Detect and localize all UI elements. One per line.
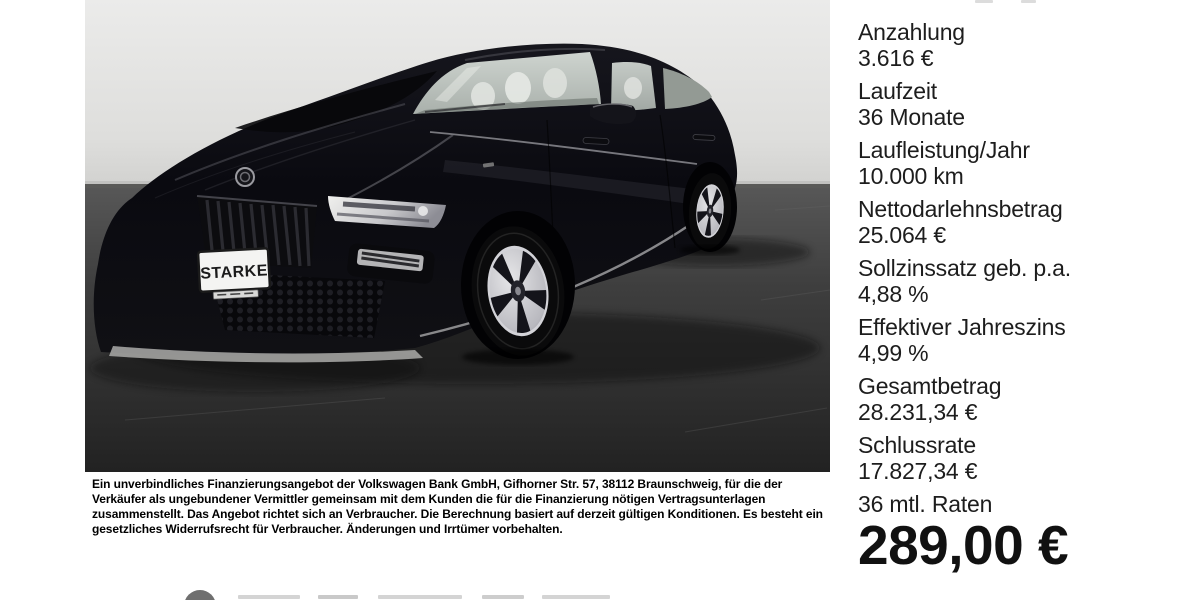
finance-item xyxy=(858,137,1196,189)
footer-logo-cut xyxy=(180,588,640,600)
finance-item xyxy=(858,373,1196,425)
finance-item-label: Schlussrate xyxy=(858,432,976,458)
finance-panel xyxy=(858,19,1196,576)
finance-item-label: Gesamtbetrag xyxy=(858,373,1002,399)
finance-item-value: 3.616 € xyxy=(858,45,934,71)
dealer-logo-icon xyxy=(184,590,216,600)
finance-item xyxy=(858,78,1196,130)
legal-disclaimer: Ein unverbindliches Finanzierungsangebot der Volkswagen Bank GmbH, Gifhorner Str. 57, 38112 Braunschweig, für die der Verkäufer als ungebundener Vermittler gemeinsam mit dem Kunden die für die Finanzierung nötigen Vertragsunterlagen zusammenstellt. Das Angebot richtet sich an Verbraucher. Die Berechnung basiert auf derzeit gültigen Konditionen. Es besteht ein gesetzliches Widerrufsrecht für Verbraucher. Änderungen und Irrtümer vorbehalten. xyxy=(92,477,823,536)
finance-item-value: 36 Monate xyxy=(858,104,965,130)
finance-item-label: Anzahlung xyxy=(858,19,965,45)
monthly-rate-value: 289,00 € xyxy=(858,514,1069,576)
finance-item xyxy=(858,196,1196,248)
finance-item-label: Laufleistung/Jahr xyxy=(858,137,1030,163)
finance-item-value: 28.231,34 € xyxy=(858,399,978,425)
finance-item-label: Effektiver Jahreszins xyxy=(858,314,1066,340)
finance-item xyxy=(858,19,1196,71)
finance-item-value: 4,99 % xyxy=(858,340,929,366)
car-photo-illustration xyxy=(85,0,830,472)
finance-item-label: Sollzinssatz geb. p.a. xyxy=(858,255,1071,281)
finance-item-label: Laufzeit xyxy=(858,78,937,104)
finance-item-value: 10.000 km xyxy=(858,163,964,189)
finance-item xyxy=(858,314,1196,366)
license-plate-text: STARKE xyxy=(199,262,269,283)
finance-item-value: 25.064 € xyxy=(858,222,946,248)
skoda-badge-icon xyxy=(236,168,254,186)
finance-item-value: 17.827,34 € xyxy=(858,458,978,484)
monthly-rate-label: 36 mtl. Raten xyxy=(858,491,993,517)
finance-item xyxy=(858,255,1196,307)
finance-item xyxy=(858,432,1196,484)
finance-item-value: 4,88 % xyxy=(858,281,929,307)
vehicle-photo xyxy=(85,0,830,472)
finance-item-label: Nettodarlehnsbetrag xyxy=(858,196,1063,222)
cropped-top-artifact xyxy=(975,0,1065,5)
